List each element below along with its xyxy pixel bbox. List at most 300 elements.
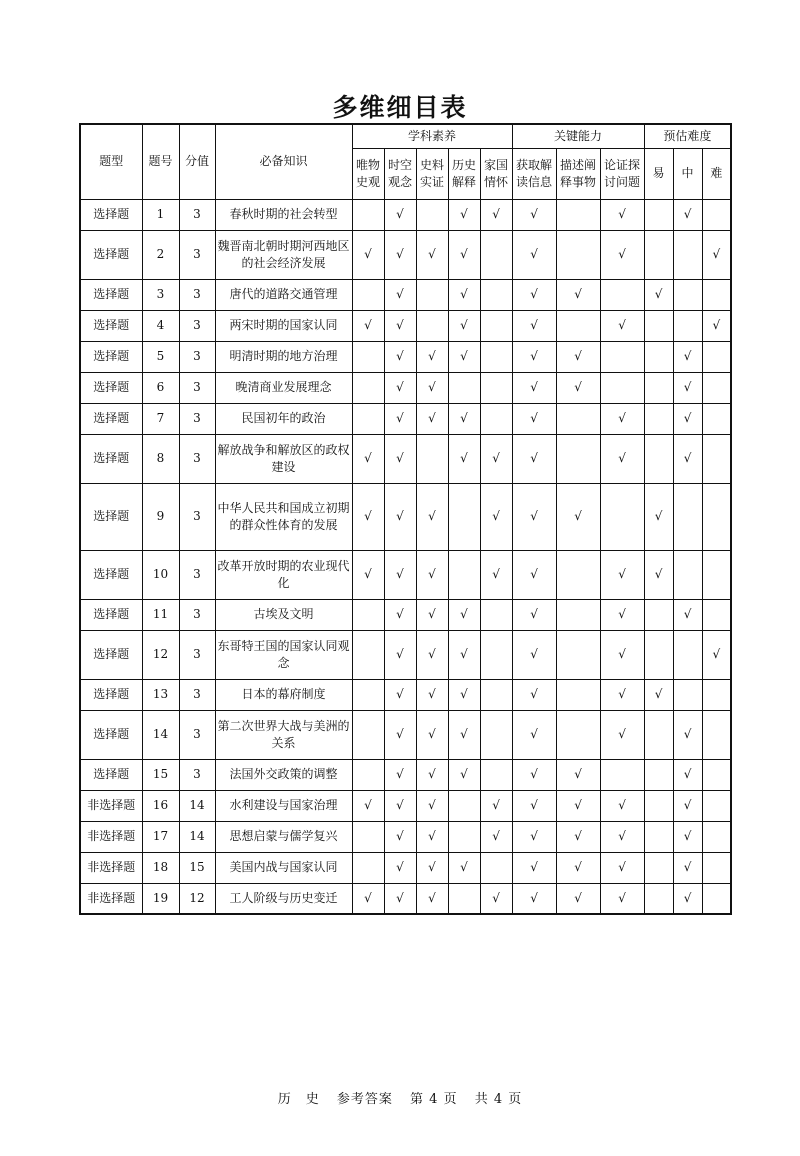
subheader-cell bbox=[673, 148, 702, 199]
cell-type: 选择题 bbox=[80, 341, 142, 372]
cell-5 bbox=[512, 403, 556, 434]
cell-score: 12 bbox=[179, 883, 215, 914]
cell-8 bbox=[644, 679, 673, 710]
cell-number: 9 bbox=[142, 483, 179, 550]
check-mark: √ bbox=[618, 829, 626, 843]
cell-5 bbox=[512, 852, 556, 883]
cell-2 bbox=[416, 883, 448, 914]
check-mark: √ bbox=[396, 567, 404, 581]
cell-9 bbox=[673, 434, 702, 483]
cell-knowledge: 中华人民共和国成立初期的群众性体育的发展 bbox=[215, 483, 352, 550]
check-mark: √ bbox=[654, 687, 663, 701]
cell-0 bbox=[352, 403, 384, 434]
cell-3 bbox=[448, 790, 480, 821]
cell-3 bbox=[448, 403, 480, 434]
check-mark: √ bbox=[683, 727, 692, 741]
check-mark: √ bbox=[460, 860, 468, 874]
cell-9 bbox=[673, 199, 702, 230]
cell-10 bbox=[702, 372, 731, 403]
cell-3 bbox=[448, 230, 480, 279]
check-mark: √ bbox=[574, 860, 582, 874]
cell-9 bbox=[673, 710, 702, 759]
cell-8 bbox=[644, 821, 673, 852]
cell-score: 3 bbox=[179, 403, 215, 434]
cell-knowledge: 唐代的道路交通管理 bbox=[215, 279, 352, 310]
cell-4 bbox=[480, 821, 512, 852]
table-row bbox=[80, 679, 731, 710]
cell-0 bbox=[352, 199, 384, 230]
cell-1 bbox=[384, 403, 416, 434]
cell-knowledge: 思想启蒙与儒学复兴 bbox=[215, 821, 352, 852]
cell-type: 选择题 bbox=[80, 550, 142, 599]
check-mark: √ bbox=[460, 287, 468, 301]
cell-5 bbox=[512, 599, 556, 630]
cell-4 bbox=[480, 759, 512, 790]
cell-8 bbox=[644, 852, 673, 883]
check-mark: √ bbox=[396, 318, 404, 332]
check-mark: √ bbox=[460, 318, 468, 332]
cell-1 bbox=[384, 483, 416, 550]
subheader-line: 读信息 bbox=[516, 174, 553, 189]
cell-2 bbox=[416, 483, 448, 550]
cell-type: 选择题 bbox=[80, 710, 142, 759]
check-mark: √ bbox=[618, 567, 626, 581]
table-row bbox=[80, 434, 731, 483]
cell-8 bbox=[644, 279, 673, 310]
check-mark: √ bbox=[460, 207, 468, 221]
cell-6 bbox=[556, 710, 600, 759]
check-mark: √ bbox=[396, 860, 404, 874]
cell-0 bbox=[352, 599, 384, 630]
check-mark: √ bbox=[492, 567, 500, 581]
cell-knowledge: 两宋时期的国家认同 bbox=[215, 310, 352, 341]
check-mark: √ bbox=[683, 451, 692, 465]
check-mark: √ bbox=[654, 567, 663, 581]
subheader-line: 获取解 bbox=[516, 157, 553, 172]
check-mark: √ bbox=[460, 349, 468, 363]
cell-2 bbox=[416, 630, 448, 679]
subheader-line: 家国 bbox=[484, 157, 509, 172]
cell-5 bbox=[512, 679, 556, 710]
cell-0 bbox=[352, 310, 384, 341]
check-mark: √ bbox=[364, 451, 372, 465]
check-mark: √ bbox=[618, 451, 626, 465]
cell-number: 6 bbox=[142, 372, 179, 403]
table-row bbox=[80, 279, 731, 310]
cell-number: 11 bbox=[142, 599, 179, 630]
subheader-line: 描述阐 bbox=[560, 157, 597, 172]
cell-10 bbox=[702, 710, 731, 759]
table-row bbox=[80, 310, 731, 341]
check-mark: √ bbox=[530, 767, 538, 781]
cell-7 bbox=[600, 403, 644, 434]
cell-1 bbox=[384, 550, 416, 599]
check-mark: √ bbox=[530, 380, 538, 394]
check-mark: √ bbox=[618, 207, 626, 221]
cell-1 bbox=[384, 630, 416, 679]
cell-7 bbox=[600, 821, 644, 852]
check-mark: √ bbox=[530, 860, 538, 874]
cell-10 bbox=[702, 199, 731, 230]
check-mark: √ bbox=[574, 349, 582, 363]
check-mark: √ bbox=[428, 647, 436, 661]
subheader-cell bbox=[600, 148, 644, 199]
cell-5 bbox=[512, 630, 556, 679]
cell-6 bbox=[556, 852, 600, 883]
table-row bbox=[80, 821, 731, 852]
cell-2 bbox=[416, 279, 448, 310]
cell-6 bbox=[556, 883, 600, 914]
check-mark: √ bbox=[460, 727, 468, 741]
cell-3 bbox=[448, 310, 480, 341]
cell-8 bbox=[644, 550, 673, 599]
cell-0 bbox=[352, 341, 384, 372]
cell-3 bbox=[448, 341, 480, 372]
cell-knowledge: 解放战争和解放区的政权建设 bbox=[215, 434, 352, 483]
check-mark: √ bbox=[683, 829, 692, 843]
cell-1 bbox=[384, 821, 416, 852]
cell-0 bbox=[352, 821, 384, 852]
check-mark: √ bbox=[428, 798, 436, 812]
cell-2 bbox=[416, 550, 448, 599]
footer-page: 第 4 页 bbox=[410, 1092, 458, 1107]
cell-7 bbox=[600, 790, 644, 821]
cell-6 bbox=[556, 279, 600, 310]
check-mark: √ bbox=[530, 207, 538, 221]
cell-5 bbox=[512, 710, 556, 759]
subheader-cell bbox=[384, 148, 416, 199]
cell-3 bbox=[448, 852, 480, 883]
cell-knowledge: 水利建设与国家治理 bbox=[215, 790, 352, 821]
cell-6 bbox=[556, 550, 600, 599]
cell-3 bbox=[448, 630, 480, 679]
cell-4 bbox=[480, 790, 512, 821]
cell-1 bbox=[384, 199, 416, 230]
cell-2 bbox=[416, 403, 448, 434]
check-mark: √ bbox=[428, 247, 436, 261]
table-row bbox=[80, 790, 731, 821]
check-mark: √ bbox=[683, 380, 692, 394]
cell-5 bbox=[512, 790, 556, 821]
cell-3 bbox=[448, 599, 480, 630]
cell-type: 选择题 bbox=[80, 434, 142, 483]
cell-score: 3 bbox=[179, 599, 215, 630]
cell-7 bbox=[600, 434, 644, 483]
cell-6 bbox=[556, 434, 600, 483]
check-mark: √ bbox=[428, 727, 436, 741]
cell-6 bbox=[556, 341, 600, 372]
cell-3 bbox=[448, 759, 480, 790]
check-mark: √ bbox=[460, 411, 468, 425]
cell-2 bbox=[416, 821, 448, 852]
cell-number: 17 bbox=[142, 821, 179, 852]
cell-7 bbox=[600, 599, 644, 630]
check-mark: √ bbox=[364, 890, 372, 905]
check-mark: √ bbox=[492, 207, 500, 221]
subheader-line: 唯物 bbox=[355, 157, 380, 172]
subheader-cell bbox=[702, 148, 731, 199]
cell-9 bbox=[673, 790, 702, 821]
check-mark: √ bbox=[618, 727, 626, 741]
cell-4 bbox=[480, 230, 512, 279]
table-row bbox=[80, 341, 731, 372]
cell-10 bbox=[702, 310, 731, 341]
cell-3 bbox=[448, 483, 480, 550]
cell-10 bbox=[702, 434, 731, 483]
cell-7 bbox=[600, 883, 644, 914]
check-mark: √ bbox=[683, 860, 692, 874]
cell-10 bbox=[702, 759, 731, 790]
check-mark: √ bbox=[460, 451, 468, 465]
check-mark: √ bbox=[428, 860, 436, 874]
cell-3 bbox=[448, 550, 480, 599]
cell-1 bbox=[384, 372, 416, 403]
check-mark: √ bbox=[618, 607, 626, 621]
cell-5 bbox=[512, 821, 556, 852]
cell-6 bbox=[556, 790, 600, 821]
check-mark: √ bbox=[460, 687, 468, 701]
table-row bbox=[80, 759, 731, 790]
footer-total: 共 4 页 bbox=[474, 1092, 523, 1107]
cell-1 bbox=[384, 599, 416, 630]
check-mark: √ bbox=[683, 890, 692, 905]
cell-1 bbox=[384, 341, 416, 372]
check-mark: √ bbox=[428, 890, 436, 905]
cell-8 bbox=[644, 403, 673, 434]
check-mark: √ bbox=[396, 829, 404, 843]
subheader-cell bbox=[644, 148, 673, 199]
cell-number: 14 bbox=[142, 710, 179, 759]
cell-knowledge: 古埃及文明 bbox=[215, 599, 352, 630]
cell-number: 10 bbox=[142, 550, 179, 599]
cell-9 bbox=[673, 759, 702, 790]
check-mark: √ bbox=[530, 687, 538, 701]
check-mark: √ bbox=[396, 287, 404, 301]
cell-0 bbox=[352, 790, 384, 821]
cell-type: 选择题 bbox=[80, 679, 142, 710]
check-mark: √ bbox=[618, 647, 626, 661]
cell-0 bbox=[352, 630, 384, 679]
cell-8 bbox=[644, 883, 673, 914]
check-mark: √ bbox=[428, 829, 436, 843]
cell-type: 选择题 bbox=[80, 599, 142, 630]
cell-6 bbox=[556, 759, 600, 790]
cell-8 bbox=[644, 341, 673, 372]
cell-10 bbox=[702, 599, 731, 630]
subheader-cell bbox=[448, 148, 480, 199]
cell-knowledge: 魏晋南北朝时期河西地区的社会经济发展 bbox=[215, 230, 352, 279]
table-row bbox=[80, 230, 731, 279]
cell-4 bbox=[480, 341, 512, 372]
check-mark: √ bbox=[364, 798, 372, 812]
cell-2 bbox=[416, 230, 448, 279]
check-mark: √ bbox=[712, 318, 721, 332]
cell-4 bbox=[480, 199, 512, 230]
cell-0 bbox=[352, 759, 384, 790]
check-mark: √ bbox=[396, 647, 404, 661]
cell-5 bbox=[512, 230, 556, 279]
cell-8 bbox=[644, 230, 673, 279]
cell-number: 4 bbox=[142, 310, 179, 341]
cell-type: 非选择题 bbox=[80, 790, 142, 821]
cell-1 bbox=[384, 310, 416, 341]
check-mark: √ bbox=[530, 411, 538, 425]
cell-6 bbox=[556, 821, 600, 852]
cell-9 bbox=[673, 630, 702, 679]
cell-6 bbox=[556, 599, 600, 630]
check-mark: √ bbox=[530, 890, 538, 905]
cell-1 bbox=[384, 230, 416, 279]
cell-4 bbox=[480, 434, 512, 483]
cell-0 bbox=[352, 710, 384, 759]
check-mark: √ bbox=[530, 287, 538, 301]
check-mark: √ bbox=[460, 607, 468, 621]
check-mark: √ bbox=[460, 247, 468, 261]
cell-knowledge: 春秋时期的社会转型 bbox=[215, 199, 352, 230]
cell-knowledge: 法国外交政策的调整 bbox=[215, 759, 352, 790]
subheader-line: 释事物 bbox=[560, 174, 597, 189]
cell-score: 15 bbox=[179, 852, 215, 883]
check-mark: √ bbox=[530, 607, 538, 621]
header-knowledge: 必备知识 bbox=[215, 124, 352, 199]
cell-0 bbox=[352, 434, 384, 483]
cell-2 bbox=[416, 434, 448, 483]
subheader-line: 论证探 bbox=[604, 157, 641, 172]
check-mark: √ bbox=[530, 349, 538, 363]
check-mark: √ bbox=[428, 349, 436, 363]
cell-10 bbox=[702, 679, 731, 710]
cell-7 bbox=[600, 279, 644, 310]
cell-3 bbox=[448, 883, 480, 914]
check-mark: √ bbox=[574, 287, 582, 301]
cell-knowledge: 第二次世界大战与美洲的关系 bbox=[215, 710, 352, 759]
cell-knowledge: 晚清商业发展理念 bbox=[215, 372, 352, 403]
header-group-literacy: 学科素养 bbox=[352, 124, 512, 148]
page-footer bbox=[0, 1088, 800, 1107]
cell-3 bbox=[448, 279, 480, 310]
cell-3 bbox=[448, 821, 480, 852]
cell-2 bbox=[416, 710, 448, 759]
cell-number: 15 bbox=[142, 759, 179, 790]
cell-9 bbox=[673, 310, 702, 341]
cell-knowledge: 美国内战与国家认同 bbox=[215, 852, 352, 883]
cell-number: 7 bbox=[142, 403, 179, 434]
cell-1 bbox=[384, 759, 416, 790]
cell-7 bbox=[600, 483, 644, 550]
header-number: 题号 bbox=[142, 124, 179, 199]
check-mark: √ bbox=[428, 607, 436, 621]
cell-4 bbox=[480, 710, 512, 759]
check-mark: √ bbox=[574, 380, 582, 394]
cell-10 bbox=[702, 852, 731, 883]
cell-score: 3 bbox=[179, 230, 215, 279]
cell-4 bbox=[480, 279, 512, 310]
subheader-line: 情怀 bbox=[484, 174, 509, 189]
cell-type: 选择题 bbox=[80, 230, 142, 279]
check-mark: √ bbox=[618, 890, 626, 905]
cell-score: 14 bbox=[179, 790, 215, 821]
cell-9 bbox=[673, 599, 702, 630]
cell-number: 18 bbox=[142, 852, 179, 883]
cell-score: 3 bbox=[179, 483, 215, 550]
cell-type: 选择题 bbox=[80, 279, 142, 310]
cell-6 bbox=[556, 679, 600, 710]
cell-9 bbox=[673, 821, 702, 852]
check-mark: √ bbox=[574, 829, 582, 843]
cell-1 bbox=[384, 883, 416, 914]
cell-5 bbox=[512, 310, 556, 341]
cell-1 bbox=[384, 790, 416, 821]
cell-10 bbox=[702, 279, 731, 310]
check-mark: √ bbox=[530, 247, 538, 261]
cell-9 bbox=[673, 852, 702, 883]
cell-3 bbox=[448, 199, 480, 230]
cell-0 bbox=[352, 230, 384, 279]
cell-3 bbox=[448, 679, 480, 710]
cell-type: 选择题 bbox=[80, 403, 142, 434]
cell-knowledge: 日本的幕府制度 bbox=[215, 679, 352, 710]
cell-number: 12 bbox=[142, 630, 179, 679]
subheader-line: 观念 bbox=[387, 174, 412, 189]
table-row bbox=[80, 599, 731, 630]
cell-type: 选择题 bbox=[80, 759, 142, 790]
check-mark: √ bbox=[396, 890, 404, 905]
cell-number: 1 bbox=[142, 199, 179, 230]
cell-6 bbox=[556, 483, 600, 550]
cell-6 bbox=[556, 199, 600, 230]
cell-knowledge: 工人阶级与历史变迁 bbox=[215, 883, 352, 914]
cell-5 bbox=[512, 279, 556, 310]
cell-score: 3 bbox=[179, 341, 215, 372]
cell-1 bbox=[384, 679, 416, 710]
check-mark: √ bbox=[574, 509, 582, 523]
cell-8 bbox=[644, 790, 673, 821]
check-mark: √ bbox=[530, 318, 538, 332]
cell-7 bbox=[600, 341, 644, 372]
cell-4 bbox=[480, 403, 512, 434]
table-row bbox=[80, 852, 731, 883]
cell-7 bbox=[600, 310, 644, 341]
footer-subject: 历 史 bbox=[277, 1092, 320, 1107]
cell-10 bbox=[702, 341, 731, 372]
cell-9 bbox=[673, 341, 702, 372]
cell-8 bbox=[644, 759, 673, 790]
cell-9 bbox=[673, 483, 702, 550]
check-mark: √ bbox=[530, 727, 538, 741]
header-group-difficulty: 预估难度 bbox=[644, 124, 731, 148]
subheader-line: 易 bbox=[652, 166, 665, 180]
check-mark: √ bbox=[712, 647, 721, 661]
cell-0 bbox=[352, 550, 384, 599]
cell-score: 3 bbox=[179, 310, 215, 341]
cell-4 bbox=[480, 599, 512, 630]
cell-9 bbox=[673, 679, 702, 710]
check-mark: √ bbox=[396, 687, 404, 701]
cell-score: 3 bbox=[179, 630, 215, 679]
check-mark: √ bbox=[396, 451, 404, 465]
cell-1 bbox=[384, 279, 416, 310]
cell-3 bbox=[448, 710, 480, 759]
check-mark: √ bbox=[683, 767, 692, 781]
check-mark: √ bbox=[428, 411, 436, 425]
cell-10 bbox=[702, 790, 731, 821]
table-row bbox=[80, 630, 731, 679]
cell-4 bbox=[480, 883, 512, 914]
check-mark: √ bbox=[428, 509, 436, 523]
cell-7 bbox=[600, 852, 644, 883]
header-group-ability: 关键能力 bbox=[512, 124, 644, 148]
cell-5 bbox=[512, 372, 556, 403]
